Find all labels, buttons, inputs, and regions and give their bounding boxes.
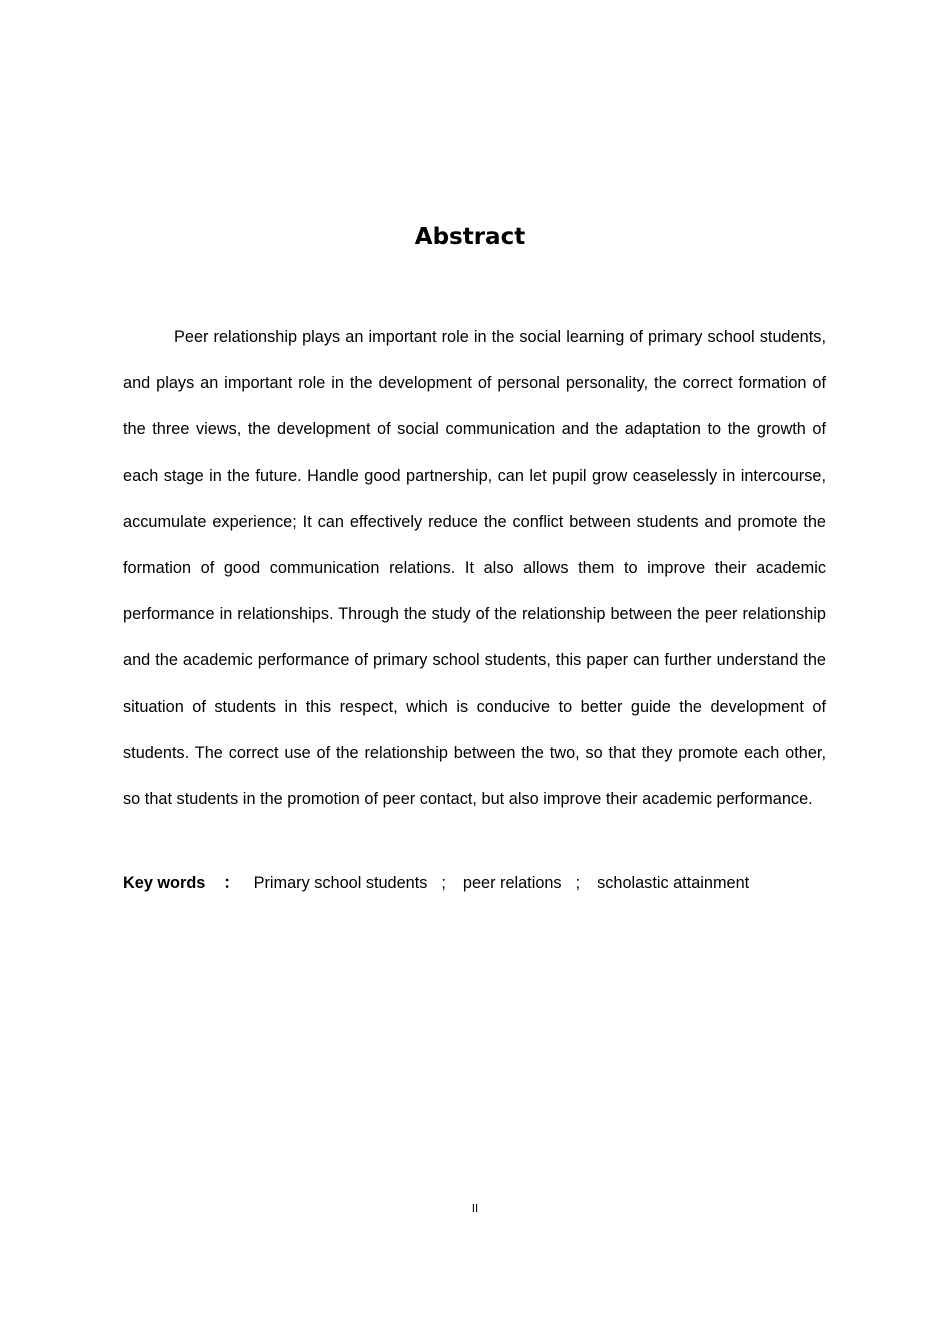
keyword-separator: ; <box>441 874 446 892</box>
keywords-colon: ： <box>223 874 240 892</box>
keywords-label: Key words <box>123 874 206 892</box>
page-number: II <box>471 1202 479 1215</box>
keyword-separator: ; <box>575 874 581 892</box>
abstract-title: Abstract <box>414 224 526 250</box>
keyword-item: Primary school students <box>253 874 428 892</box>
keyword-item: peer relations <box>462 874 562 892</box>
keyword-item: scholastic attainment <box>597 874 750 892</box>
abstract-paragraph: Peer relationship plays an important role in the social learning of primary school students, and plays an important role in the development of personal personality, the correct formation of the three views, the development of social communication and the adaptation to the growth of each stage in the future. Handle good partnership, can let pupil grow ceaselessly in intercourse, accumulate experience; It can effectively reduce the conflict between students and promote the formation of good communication relations. It also allows them to improve their academic performance in relationships. Through the study of the relationship between the peer relationship and the academic performance of primary school students, this paper can further understand the situation of students in this respect, which is conducive to better guide the development of students. The correct use of the relationship between the two, so that they promote each other, so that students in the promotion of peer contact, but also improve their academic performance. <box>123 328 826 809</box>
keywords-line <box>123 870 863 896</box>
